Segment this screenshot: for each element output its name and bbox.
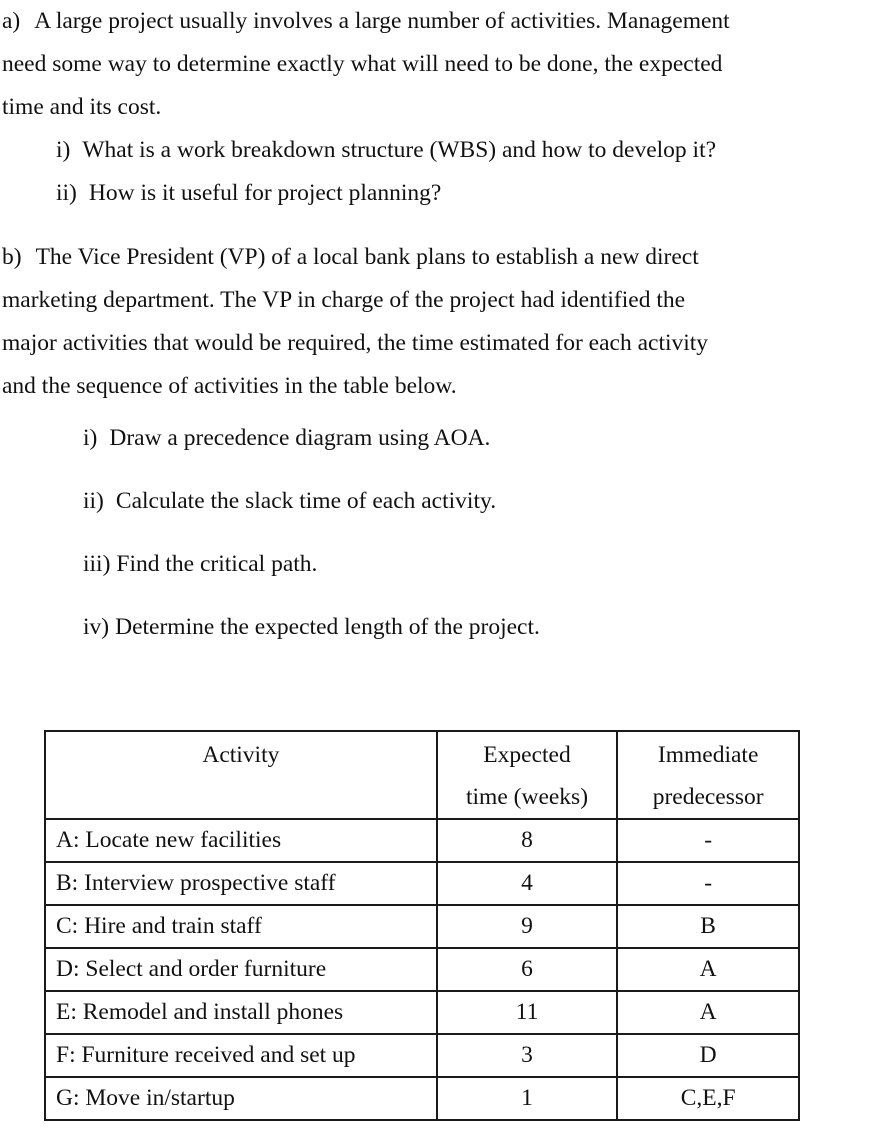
part-b-line-3: major activities that would be required, the time estimated for each activity	[2, 330, 709, 356]
part-b-question-1-text: Draw a precedence diagram using AOA.	[109, 425, 491, 451]
cell-time: 4	[437, 862, 618, 905]
activity-table	[44, 730, 800, 1121]
cell-activity: E: Remodel and install phones	[45, 991, 437, 1034]
header-activity	[45, 731, 437, 819]
header-activity-label: Activity	[202, 742, 280, 768]
table-row	[45, 819, 799, 862]
part-b-label: b)	[2, 244, 22, 270]
header-pred-line-1: Immediate	[657, 742, 759, 768]
cell-predecessor: D	[617, 1034, 799, 1077]
part-b-question-3-num: iii)	[83, 551, 111, 577]
part-a-question-1-num: i)	[56, 137, 71, 163]
cell-predecessor: A	[617, 948, 799, 991]
cell-time: 3	[437, 1034, 618, 1077]
cell-predecessor: -	[617, 862, 799, 905]
part-a-question-1-text: What is a work breakdown structure (WBS) and how to develop it?	[82, 137, 717, 163]
cell-activity: A: Locate new facilities	[45, 819, 437, 862]
cell-predecessor: -	[617, 819, 799, 862]
table-row	[45, 1077, 799, 1120]
cell-time: 8	[437, 819, 618, 862]
part-b-question-4-text: Determine the expected length of the project.	[115, 614, 540, 640]
header-time-line-2: time (weeks)	[466, 784, 589, 810]
part-b-line-1	[2, 242, 699, 272]
header-pred-line-2: predecessor	[652, 784, 764, 810]
part-b-line-2: marketing department. The VP in charge of the project had identified the	[2, 287, 686, 313]
cell-activity: F: Furniture received and set up	[45, 1034, 437, 1077]
cell-predecessor: B	[617, 905, 799, 948]
cell-activity: G: Move in/startup	[45, 1077, 437, 1120]
part-b-question-2	[83, 486, 496, 516]
part-b-question-1-num: i)	[83, 425, 98, 451]
part-a-label: a)	[2, 8, 21, 34]
part-b-question-4	[83, 612, 540, 642]
part-a-question-2-text: How is it useful for project planning?	[88, 180, 442, 206]
part-a-question-1	[56, 135, 716, 165]
part-a-line-2: need some way to determine exactly what will need to be done, the expected	[2, 51, 723, 77]
table-header-row	[45, 731, 799, 819]
cell-activity: B: Interview prospective staff	[45, 862, 437, 905]
part-b-question-4-num: iv)	[83, 614, 110, 640]
part-a-question-2	[56, 178, 441, 208]
cell-activity: D: Select and order furniture	[45, 948, 437, 991]
table-row	[45, 862, 799, 905]
cell-predecessor: C,E,F	[617, 1077, 799, 1120]
table-row	[45, 1034, 799, 1077]
part-b-question-2-text: Calculate the slack time of each activity.	[115, 488, 497, 514]
part-b-question-1	[83, 423, 490, 453]
part-a-text-1: A large project usually involves a large number of activities. Management	[34, 8, 730, 34]
part-a-line-3: time and its cost.	[2, 94, 162, 120]
part-b-line-4: and the sequence of activities in the table below.	[2, 373, 457, 399]
cell-time: 9	[437, 905, 618, 948]
table-row	[45, 948, 799, 991]
header-expected-time	[437, 731, 618, 819]
cell-time: 11	[437, 991, 618, 1034]
part-a-line-1	[2, 6, 730, 36]
cell-time: 6	[437, 948, 618, 991]
part-b-question-2-num: ii)	[83, 488, 104, 514]
part-b-question-3-text: Find the critical path.	[116, 551, 318, 577]
table-row	[45, 905, 799, 948]
cell-activity: C: Hire and train staff	[45, 905, 437, 948]
part-b-text-1: The Vice President (VP) of a local bank plans to establish a new direct	[35, 244, 699, 270]
part-b-question-3	[83, 549, 317, 579]
header-time-line-1: Expected	[483, 742, 571, 768]
table-row	[45, 991, 799, 1034]
cell-time: 1	[437, 1077, 618, 1120]
header-immediate-predecessor	[617, 731, 799, 819]
cell-predecessor: A	[617, 991, 799, 1034]
part-a-question-2-num: ii)	[56, 180, 77, 206]
